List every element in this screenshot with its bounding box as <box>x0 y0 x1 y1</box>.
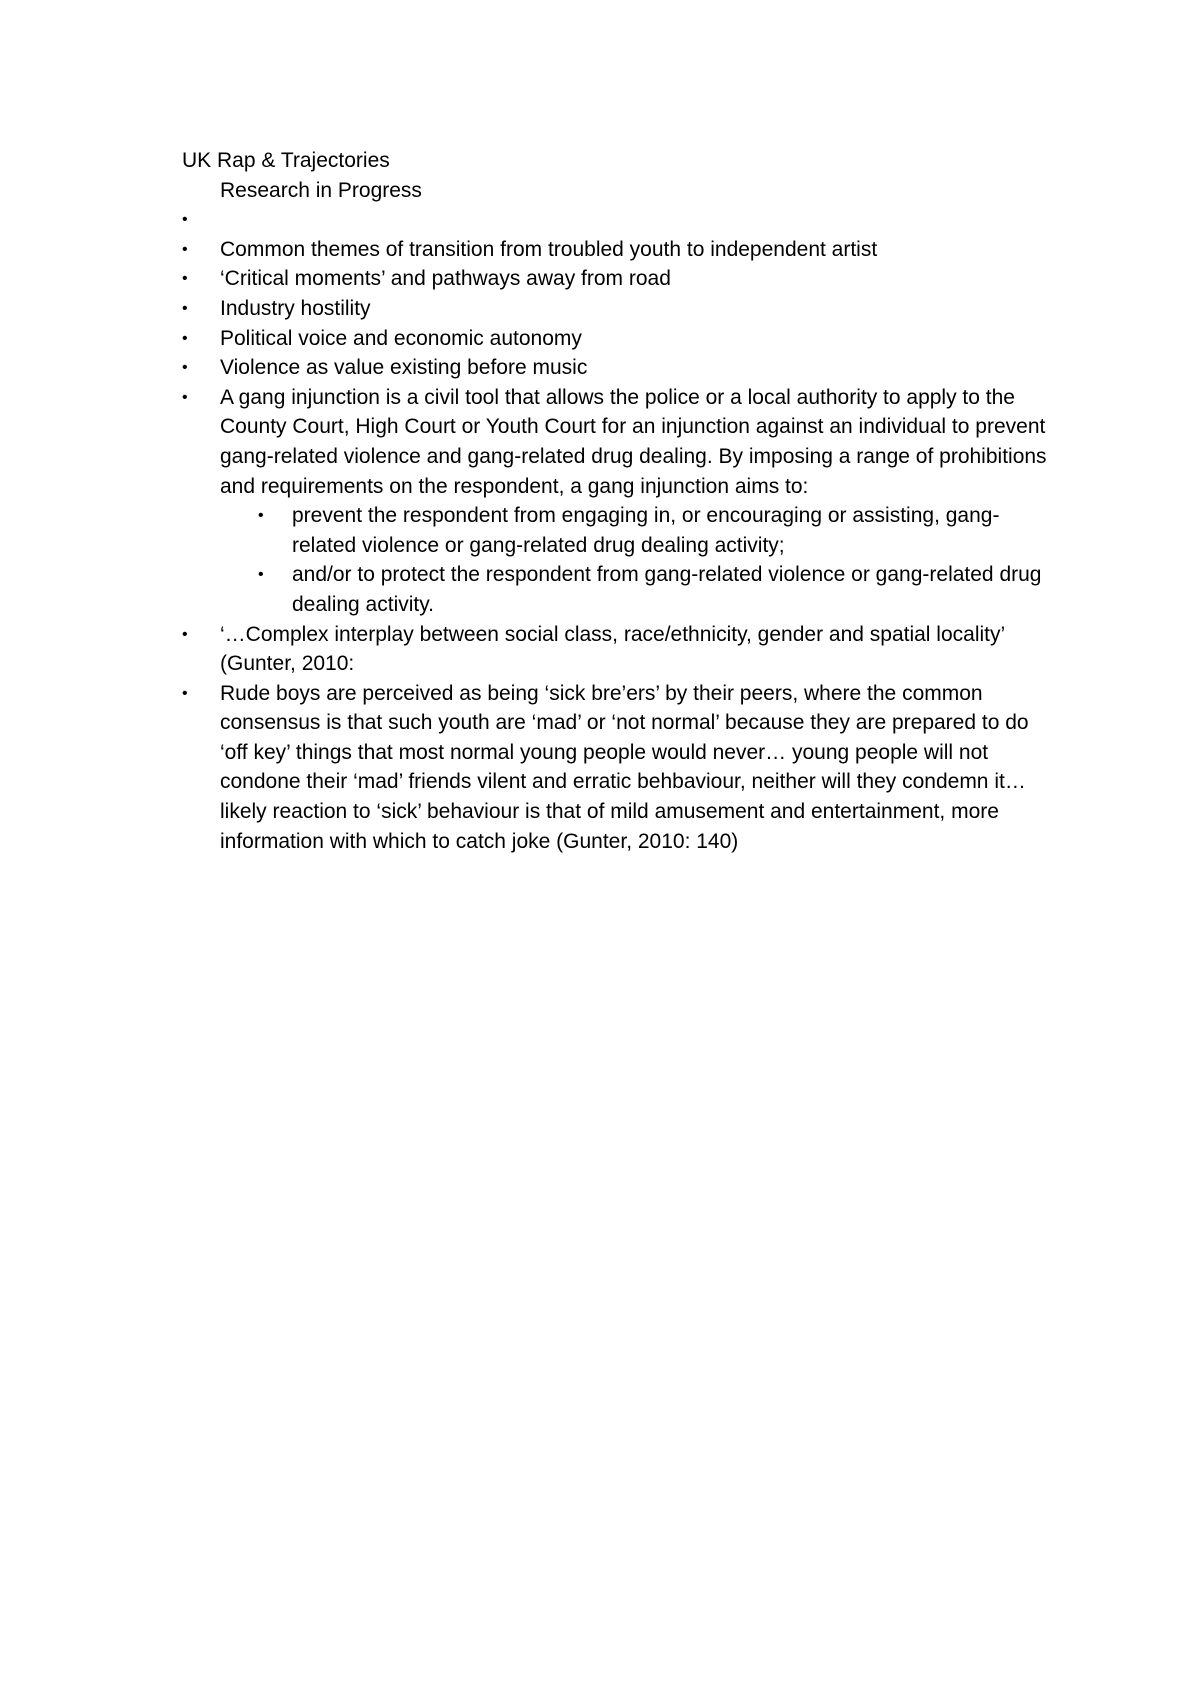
sub-list-item-text: and/or to protect the respondent from gang-related violence or gang-related drug dealing activity. <box>292 563 1042 616</box>
list-item-text: ‘Critical moments’ and pathways away from road <box>220 267 671 291</box>
bullet-icon: • <box>258 566 264 584</box>
list-item-text: A gang injunction is a civil tool that allows the police or a local authority to apply to the County Court, High Court or Youth Court for an injunction against an individual to prevent gang-related violence and gang-related drug dealing. By imposing a range of prohibitions and requirements on the respondent, a gang injunction aims to: <box>220 385 1047 498</box>
sub-list-item <box>220 560 1062 619</box>
bullet-icon: • <box>182 240 188 258</box>
bullet-icon: • <box>182 211 188 229</box>
list-item <box>182 679 1062 857</box>
list-item <box>182 324 1062 354</box>
list-item <box>182 205 1062 235</box>
sub-list-item-text: prevent the respondent from engaging in, or encouraging or assisting, gang-related violence or gang-related drug dealing activity; <box>292 504 1000 557</box>
list-item <box>182 294 1062 324</box>
sub-list-item <box>220 501 1062 560</box>
bullet-icon: • <box>182 684 188 702</box>
list-item-text: ‘…Complex interplay between social class, race/ethnicity, gender and spatial locality’ (Gunter, 2010: <box>220 622 1005 676</box>
bullet-icon: • <box>182 329 188 347</box>
list-item-text: Industry hostility <box>220 296 371 320</box>
list-item <box>182 235 1062 265</box>
bullet-icon: • <box>182 388 188 406</box>
list-item-text: Rude boys are perceived as being ‘sick bre’ers’ by their peers, where the common consensus is that such youth are ‘mad’ or ‘not normal’ because they are prepared to do ‘off key’ things that most normal young people would never… young people will not condone their ‘mad’ friends vilent and erratic behbaviour, neither will they condemn it… likely reaction to ‘sick’ behaviour is that of mild amusement and entertainment, more information with which to catch joke (Gunter, 2010: 140) <box>220 681 1029 853</box>
list-item <box>182 264 1062 294</box>
bullet-icon: • <box>182 299 188 317</box>
bullet-icon: • <box>258 507 264 525</box>
bullet-icon: • <box>182 359 188 377</box>
list-item-text: Common themes of transition from troubled youth to independent artist <box>220 237 878 261</box>
list-item-text: Political voice and economic autonomy <box>220 326 582 350</box>
bullet-icon: • <box>182 270 188 288</box>
list-item <box>182 353 1062 383</box>
list-item <box>182 383 1062 620</box>
sub-bullet-list <box>220 501 1062 619</box>
list-item-text: Violence as value existing before music <box>220 356 588 380</box>
document-subtitle: Research in Progress <box>220 178 422 202</box>
bullet-icon: • <box>182 625 188 643</box>
document-title: UK Rap & Trajectories <box>182 149 390 172</box>
list-item <box>182 620 1062 679</box>
document-body <box>182 146 1062 856</box>
bullet-list <box>182 205 1062 856</box>
